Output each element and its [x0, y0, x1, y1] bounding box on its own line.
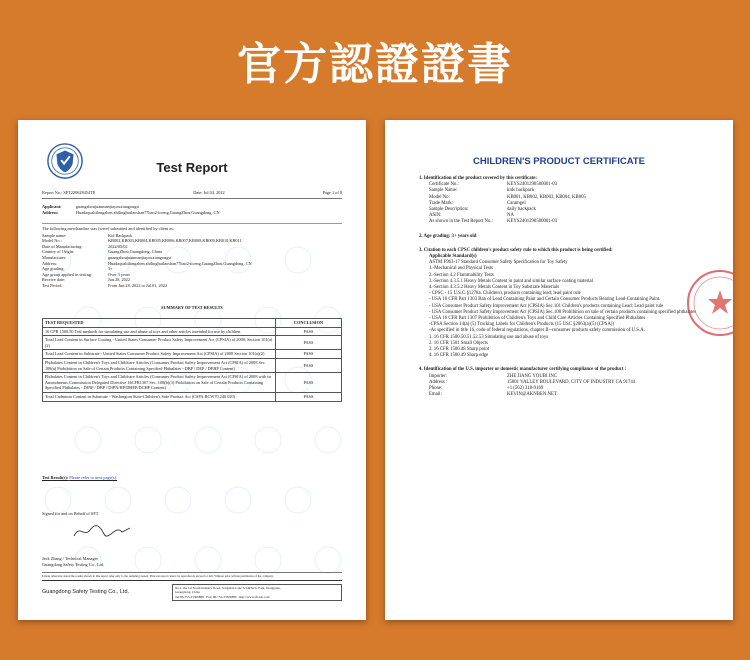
conclusion-cell: PASS — [276, 392, 342, 401]
test-requested-cell: 16 CFR 1500.50 Test methods for simulating use and abuse of toys and other articles intended for use by children. — [43, 327, 276, 336]
standard-line: 4.-Section 4.3.5.2 Heavy Metals Content in Toy Substrate Materials — [429, 285, 560, 291]
signed-for: Signed for and on Behalf of SFT — [42, 511, 99, 516]
report-meta — [42, 190, 342, 199]
certificate-field-value: KEYS2401290500001-03 — [507, 182, 558, 188]
address-label: Address: — [42, 209, 59, 215]
banner-title: 官方認證證書 — [237, 39, 513, 90]
certificate-field-row — [429, 392, 705, 398]
certificate-field-value: Caramgel — [507, 200, 526, 206]
standard-line: 1. 16 CFR 1500.50.51.52.53 Simulating use and abuse of toys — [429, 334, 549, 340]
certificate-field-label: Model No: — [429, 194, 450, 200]
certificate-field-label: Certificate No.: — [429, 182, 459, 188]
standard-line: -CPSA Section 14(a) (5) Tracking Labels for Children's Products (15 USC §2063(a)(5) (CPSA)) — [429, 322, 614, 328]
section-2-title: 2. Age grading: 3+ years old — [419, 233, 477, 239]
standard-line: - USA 16 CFR Part 1303 Ban of Lead Containing Paint and Certain Consumer Products Bearing Lead-Containing Paint. — [429, 297, 661, 303]
certificate-title: CHILDREN'S PRODUCT CERTIFICATE — [472, 156, 646, 167]
standard-line: - CPSC - 15 U.S.C.§1278a. Children's products containing lead; lead paint rule — [429, 291, 581, 297]
sample-info-label: Country of Origin: — [42, 249, 75, 255]
applicant-value: guangzhoujuanmanjiayouxiangongsi — [76, 204, 140, 209]
certificate-document — [385, 120, 733, 620]
table-row — [43, 350, 342, 359]
report-date: Date: Jul.04, 2022 — [193, 190, 225, 195]
sample-info-label: Address: — [42, 260, 58, 266]
sample-info-label: Sample name: — [42, 232, 67, 238]
section-4-rows — [419, 374, 705, 399]
certificate-field-value: KB001, KB002, KB003, KB004, KB005 — [507, 194, 586, 200]
sample-info-value: GuangZhou,Guangdong, China — [108, 249, 163, 255]
footer-fax: Fax: 86-755-23306889 — [206, 594, 237, 599]
test-requested-cell: Total Cadmium Content in Substrate - Washington State-Children's Safe Product Act (CSPA,RCW70.240.020) — [43, 392, 276, 401]
standard-line: - USA 16 CFR Part 1307 Prohibition of Children's Toys and Child Care Articles Containing Specified Phthalates — [429, 316, 646, 322]
certificate-field-label: Phone: — [429, 386, 443, 392]
sample-info-label: Receive date: — [42, 277, 66, 283]
sample-info-value: KB002,KB003,KB004,KB005,KB006,KB007,KB008,KB009,KB010,KB011 — [108, 238, 242, 244]
certificate-field-value: ZHE JIANG YOUBI INC — [507, 373, 558, 379]
certificate-field-row — [429, 219, 705, 225]
company-seal-icon — [685, 268, 733, 338]
sample-info-value: Jun.28, 2022 — [108, 277, 131, 283]
table-row — [43, 327, 342, 336]
standard-line: -As specified in title 16, code of federal regulations, chapter II--consumer products safety commission of U.S.A. — [429, 328, 645, 334]
sample-info-label: Test Period: — [42, 282, 63, 288]
report-disclaimer: Unless otherwise stated the results shown in this report refer only to the sample(s) tested. This test report cannot be reproduced, except for full. Without prior written permission of the company. — [42, 572, 342, 578]
conclusion-cell: PASS — [276, 336, 342, 350]
section-1-title: 1. Identification of the product covered by this certificate: — [419, 176, 537, 181]
standard-line: 3.-Section 4.3.5.1 Heavy Metals Content in paint and similar surface coating material — [429, 278, 593, 284]
footer-tel: Tel:86-755-23306888 — [175, 594, 204, 599]
signature-icon — [72, 522, 132, 540]
test-requested-cell: Total Lead Content in Surface Coating - United States Consumer Product Safety Improvement Act (CPSIA) of 2008, Section 101(a)(2) — [43, 336, 276, 350]
report-number: Report No.: SFT220628454TE — [42, 190, 96, 195]
results-table — [42, 318, 342, 402]
summary-title: SUMMARY OF TEST RESULTS — [161, 305, 223, 310]
standard-line: 1.-Mechanical and Physical Tests — [429, 266, 494, 272]
sample-info-intro: The following merchandise was (were) submitted and identified by client as: — [42, 226, 174, 231]
sample-info-value: Over 3 years — [108, 271, 130, 277]
sample-info-label: Model No.: — [42, 238, 62, 244]
table-row — [43, 392, 342, 401]
sample-info-value: 3+ — [108, 266, 113, 272]
test-requested-cell: Total Lead Content in Substrate - United States Consumer Product Safety Improvement Act (CPSIA) of 2008 Section 101(a)(2) — [43, 350, 276, 359]
footer-contact — [175, 595, 339, 599]
report-header — [42, 132, 342, 190]
section-1-rows — [419, 182, 705, 225]
certificate-field-label: Email: — [429, 392, 442, 398]
results-table-header — [43, 319, 342, 328]
conclusion-cell: PASS — [276, 358, 342, 372]
certificate-field-value: NA — [507, 213, 514, 219]
report-page: Page 1 of 8 — [322, 190, 342, 195]
certificate-field-label: Sample Description: — [429, 207, 469, 213]
standard-line: ASTM F963-17 Standard Consumer Safety Specification for Toy Safety — [429, 260, 568, 266]
certificate-field-label: Trade Mark: — [429, 200, 453, 206]
manager-name: Jack Zhang / Technical Manager — [42, 556, 98, 561]
certificate-field-label: Address : — [429, 379, 448, 385]
conclusion-cell: PASS — [276, 373, 342, 393]
certificate-field-value: KEYS2401290500001-03 — [507, 219, 558, 225]
test-requested-cell: Phthalates Content in Children's Toys and Childcare Articles (Consumer Product Safety Improvement Act (CPSIA) of 2008 with its Amendments Commission Delegated Directive 16CFR1307 Sec. 108(b)(3) Prohibition on Sale of Certain Products Containing Specified Phthalates - DINP / DBP / DIPN/HP/DHEP/DCHP Content) — [43, 373, 276, 393]
certificate-field-label: Importer: — [429, 373, 448, 379]
applicant-label: Applicant: — [42, 204, 62, 209]
certificate-field-label: ASIN: — [429, 213, 442, 219]
sample-info-rows — [42, 233, 342, 289]
certificate-field-value: KEVIN@AKNBEN.NET — [507, 392, 557, 398]
sample-info-value: guangzhoujuanmanjiayouxiangongsi — [108, 254, 172, 260]
certificate-field-value: daily backpack — [507, 207, 536, 213]
section-4-title: 4. Identification of the U.S. importer or domestic manufacturer certifying compliance of the product : — [419, 367, 627, 373]
certificate-field-value: +1 (562) 318-9169 — [507, 386, 544, 392]
footer-web: http://www.sft-lab.com — [239, 594, 270, 599]
table-row — [43, 336, 342, 350]
section-3-title: 3. Citation to each CPSC children's product safety rule to which this product is being certified: — [419, 247, 613, 253]
report-footer — [42, 580, 342, 601]
standard-line: 2. 16 CFR 1501 Small Objects — [429, 340, 488, 346]
sample-info-value: Kid Backpack — [108, 232, 133, 238]
sample-info-label: Manufacturer: — [42, 254, 67, 260]
conclusion-cell: PASS — [276, 350, 342, 359]
standard-line: - USA Consumer Product Safety Improvement Act (CPSIA) Sec.101 Children's products containing Lead; Lead paint rule — [429, 303, 664, 309]
footer-address — [172, 584, 342, 601]
standard-line: - USA Consumer Product Safety Improvement Act (CPSIA) Sec.108 Prohibition on sale of certain products containing specified phthalates — [429, 309, 697, 315]
results-table-body — [43, 327, 342, 401]
section-3-subtitle: Applicable Standard(s) — [429, 254, 477, 260]
certificate-field-label: As shown in the Test Report No.: — [429, 219, 493, 225]
certificate-field-value: kids backpack — [507, 188, 535, 194]
certificate-body — [419, 172, 705, 399]
sample-info-value: From Jun.28, 2022 to Jul.01, 2022 — [108, 282, 168, 288]
manager-company: Guangdong Safety Testing Co., Ltd. — [42, 561, 105, 567]
address-row — [42, 210, 342, 216]
results-label: Test Result(s): — [42, 475, 69, 480]
footer-address-line-2: Guangdong, China — [175, 590, 200, 595]
header-test-requested: TEST REQUESTED — [43, 319, 276, 328]
applicant-block — [42, 204, 342, 215]
footer-company: Guangdong Safety Testing Co., Ltd. — [42, 589, 130, 595]
header-conclusion: CONCLUSION — [276, 319, 342, 328]
sample-info-value: Huadaquzhilongzhen,zhilinghuilaoshan77hao2-ticeng,GuangZhou,Guangdong, CN — [108, 260, 252, 266]
sample-info-row — [42, 283, 342, 289]
section-3-lines — [419, 260, 705, 359]
table-row — [43, 358, 342, 372]
table-row — [43, 373, 342, 393]
results-note: Please refer to next page(s). — [69, 475, 118, 480]
test-report-document — [18, 120, 366, 620]
conclusion-cell: PASS — [276, 327, 342, 336]
sample-info-label: Date of Manufacturing: — [42, 243, 83, 249]
banner — [0, 20, 750, 100]
footer-address-line-1: No.1, the 1st North Industry Road, Songshan Lake Sci.&Tech. Park, Dongguan, — [175, 586, 281, 590]
standard-line: 2.-Section 4.2 Flammability Tests — [429, 272, 494, 278]
manager-block — [42, 556, 104, 567]
report-title: Test Report — [156, 160, 228, 175]
sample-info — [42, 223, 342, 289]
sample-info-label: Age grading: — [42, 266, 65, 272]
standard-line: 4. 16 CFR 1500.49 Sharp edge — [429, 353, 489, 359]
sample-info-label: Age group applied in testing: — [42, 271, 93, 277]
address-value: Huadaquzhilongzhen,zhilinghuilaoshan77hao2-ticeng,GuangZhou,Guangdong, CN — [76, 209, 220, 215]
test-requested-cell: Phthalates Content in Children's Toys and Childcare Articles (Consumer Product Safety Improvement Act (CPSIA) of 2008 Sec. 108(a) Prohibition on Sale of Certain Products Containing Specified Phthalates - DBP / DEP / DEHP Content) — [43, 358, 276, 372]
standard-line: 3. 16 CFR 1500.48 Sharp point — [429, 347, 490, 353]
certificate-field-value: 15801 VALLEY BOULEVARD, CITY OF INDUSTRY CA 91744 — [507, 379, 636, 385]
certificate-field-label: Sample Name: — [429, 188, 458, 194]
sample-info-value: 2022/05/02 — [108, 243, 128, 249]
test-results-line — [42, 475, 117, 481]
